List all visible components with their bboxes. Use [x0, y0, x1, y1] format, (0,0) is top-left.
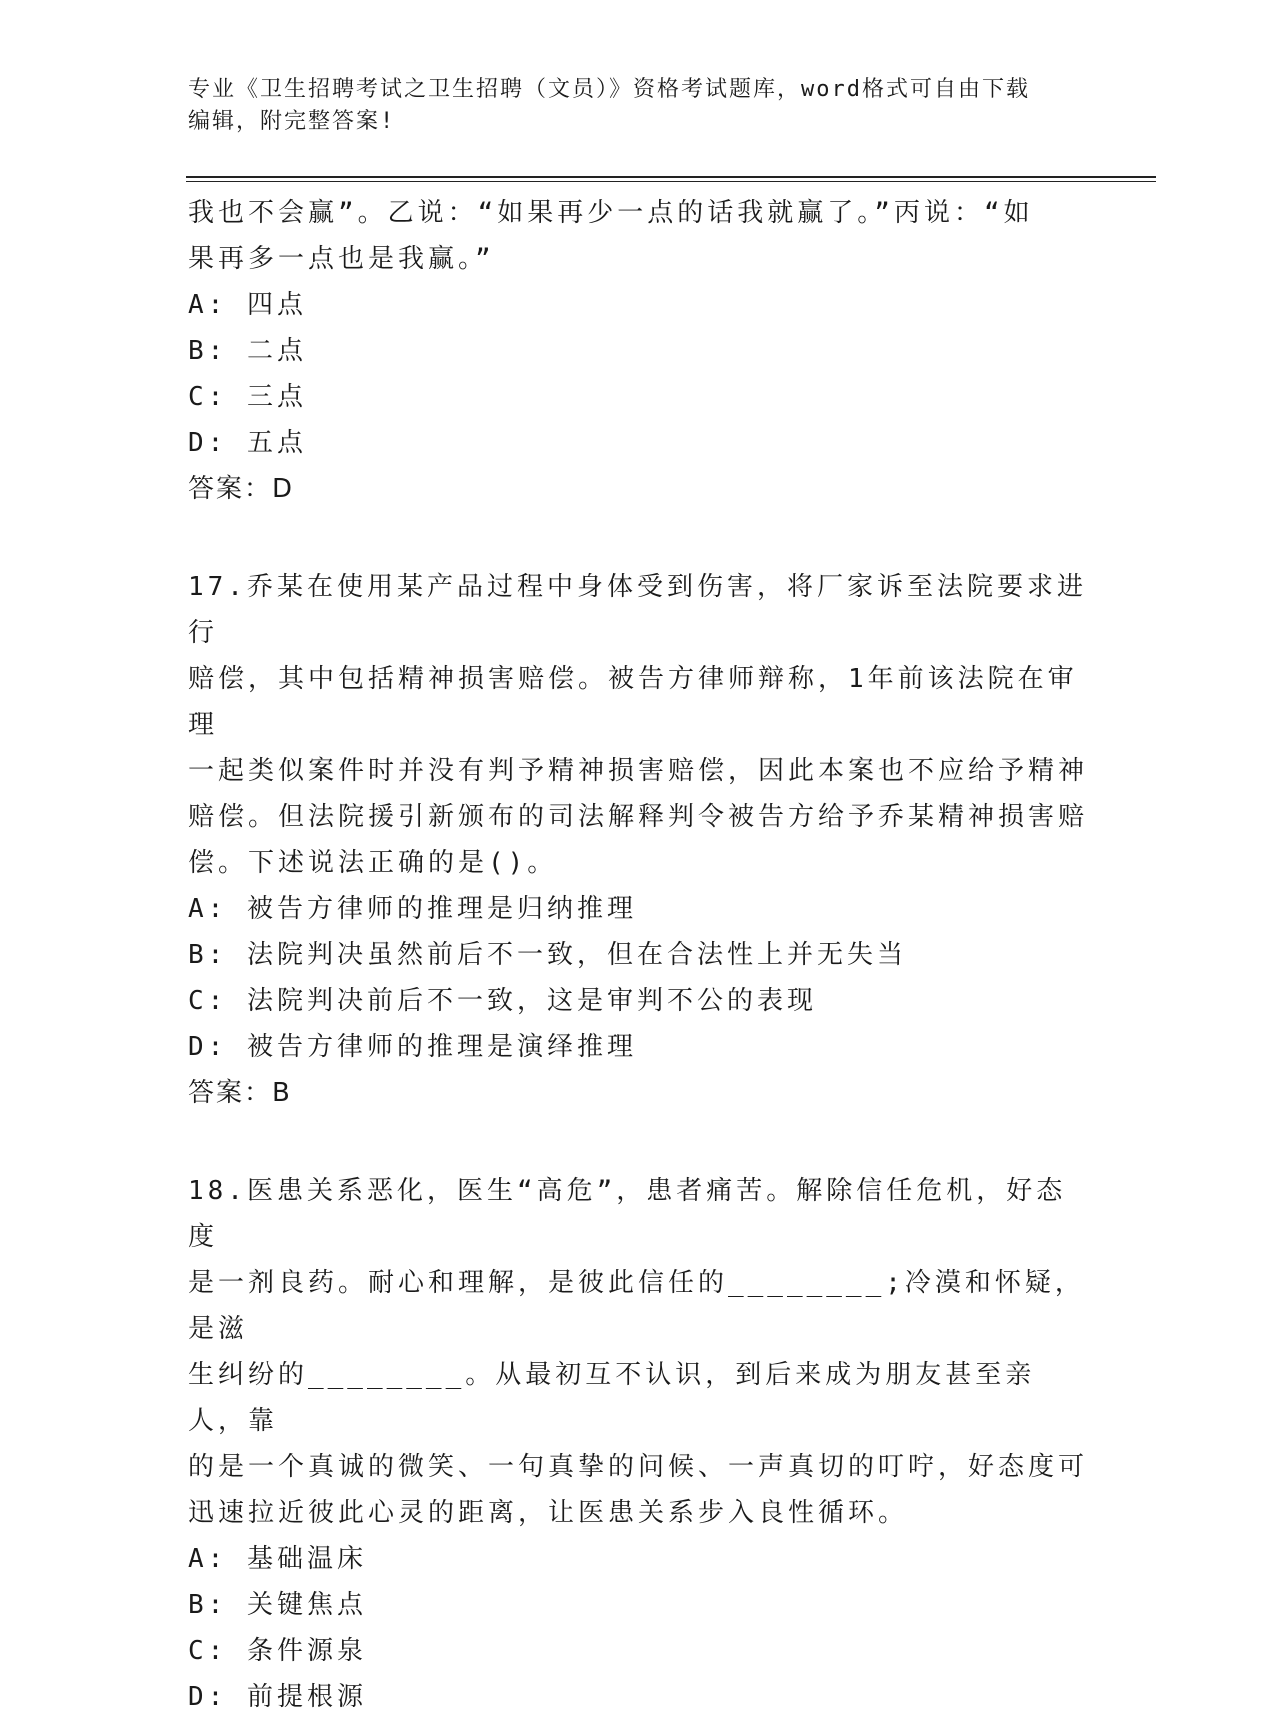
option-d: D: 被告方律师的推理是演绎推理 — [188, 1032, 637, 1062]
option-c: C: 三点 — [188, 382, 307, 412]
question-18 — [188, 1168, 1088, 1720]
header-line-1: 专业《卫生招聘考试之卫生招聘（文员）》资格考试题库，word格式可自由下载 — [188, 77, 1030, 102]
question-stem-line: 偿。下述说法正确的是()。 — [188, 848, 558, 878]
question-17 — [188, 564, 1088, 1116]
question-stem-line: 18.医患关系恶化，医生“高危”，患者痛苦。解除信任危机，好态度 — [188, 1176, 1067, 1252]
header-rule-thick — [186, 176, 1156, 178]
question-stem-line: 我也不会赢”。乙说：“如果再少一点的话我就赢了。”丙说：“如 — [188, 198, 1034, 228]
question-16 — [188, 190, 1088, 512]
option-b: B: 关键焦点 — [188, 1590, 367, 1620]
header-line-2: 编辑，附完整答案! — [188, 109, 396, 134]
header-rule-thin — [186, 181, 1156, 182]
page-header — [188, 74, 1068, 138]
option-d: D: 五点 — [188, 428, 307, 458]
answer-line: 答案：B — [188, 1078, 292, 1108]
option-c: C: 条件源泉 — [188, 1636, 367, 1666]
question-stem-line: 迅速拉近彼此心灵的距离，让医患关系步入良性循环。 — [188, 1498, 909, 1528]
option-b: B: 二点 — [188, 336, 307, 366]
option-a: A: 被告方律师的推理是归纳推理 — [188, 894, 637, 924]
question-content — [188, 190, 1088, 1720]
option-b: B: 法院判决虽然前后不一致，但在合法性上并无失当 — [188, 940, 907, 970]
question-stem-line: 赔偿。但法院援引新颁布的司法解释判令被告方给予乔某精神损害赔 — [188, 802, 1089, 832]
question-stem-line: 是一剂良药。耐心和理解，是彼此信任的________;冷漠和怀疑，是滋 — [188, 1268, 1085, 1344]
question-stem-line: 果再多一点也是我赢。” — [188, 244, 495, 274]
option-c: C: 法院判决前后不一致，这是审判不公的表现 — [188, 986, 817, 1016]
option-a: A: 基础温床 — [188, 1544, 367, 1574]
question-stem-line: 一起类似案件时并没有判予精神损害赔偿，因此本案也不应给予精神 — [188, 756, 1089, 786]
option-a: A: 四点 — [188, 290, 307, 320]
question-stem-line: 生纠纷的________。从最初互不认识，到后来成为朋友甚至亲人，靠 — [188, 1360, 1036, 1436]
question-stem-line: 17.乔某在使用某产品过程中身体受到伤害，将厂家诉至法院要求进行 — [188, 572, 1087, 648]
question-stem-line: 的是一个真诚的微笑、一句真挚的问候、一声真切的叮咛，好态度可 — [188, 1452, 1089, 1482]
option-d: D: 前提根源 — [188, 1682, 367, 1712]
answer-line: 答案：D — [188, 474, 295, 504]
question-stem-line: 赔偿，其中包括精神损害赔偿。被告方律师辩称，1年前该法院在审理 — [188, 664, 1078, 740]
